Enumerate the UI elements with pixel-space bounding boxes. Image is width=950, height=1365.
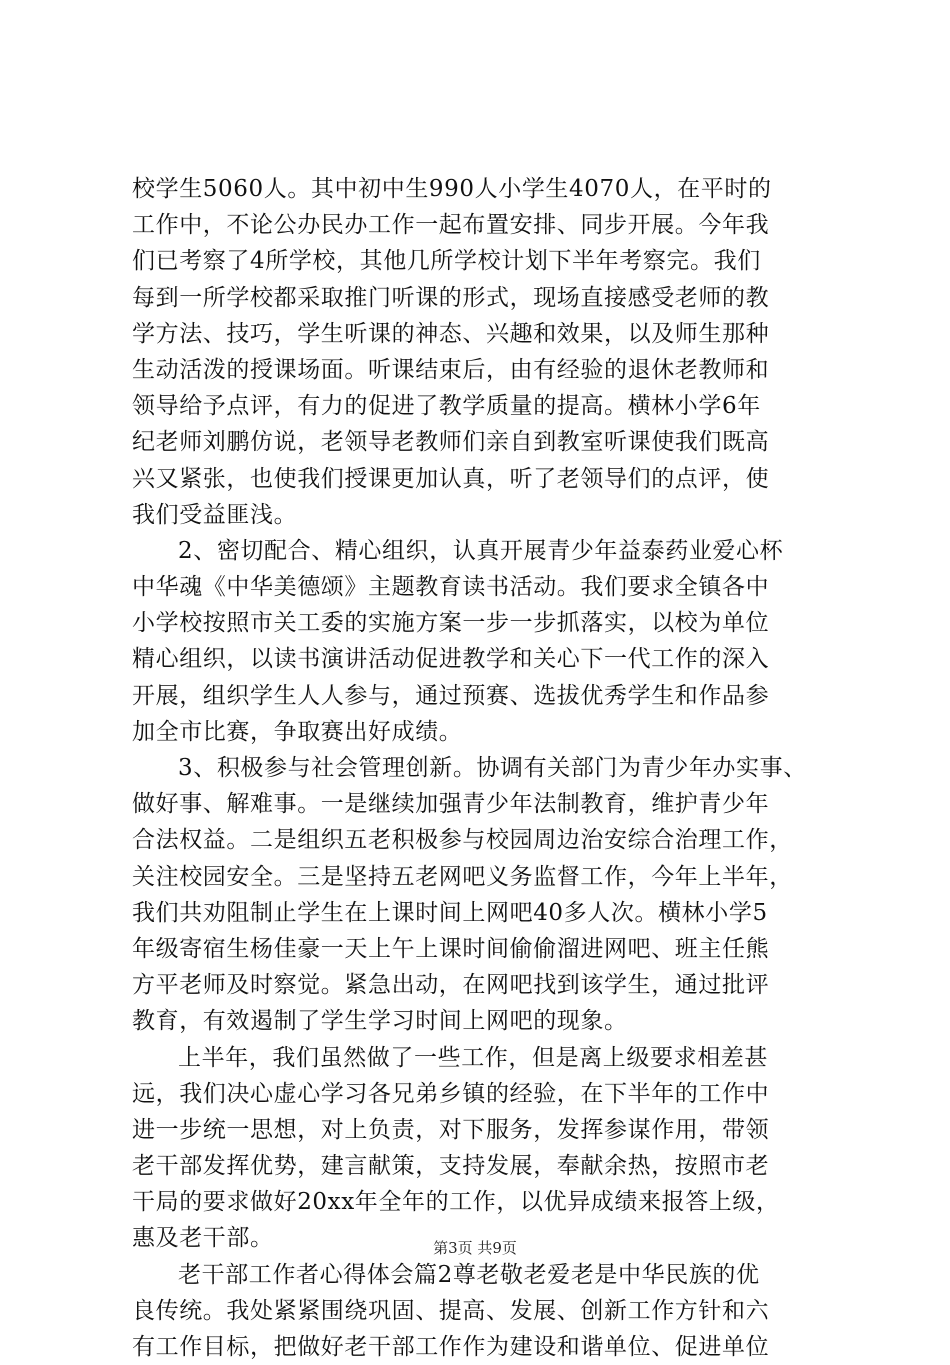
text-line: 加全市比赛，争取赛出好成绩。 — [132, 718, 463, 745]
text-line: 远，我们决心虚心学习各兄弟乡镇的经验，在下半年的工作中 — [132, 1080, 770, 1107]
text-line: 惠及老干部。 — [132, 1225, 274, 1252]
text-line: 开展，组织学生人人参与，通过预赛、选拔优秀学生和作品参 — [132, 682, 770, 709]
text-line: 老干部发挥优势，建言献策，支持发展，奉献余热，按照市老 — [132, 1153, 770, 1180]
text-line: 进一步统一思想，对上负责，对下服务，发挥参谋作用，带领 — [132, 1116, 770, 1143]
text-line: 小学校按照市关工委的实施方案一步一步抓落实，以校为单位 — [132, 610, 770, 637]
text-line: 学方法、技巧，学生听课的神态、兴趣和效果，以及师生那种 — [132, 320, 770, 347]
text-line: 干局的要求做好20xx年全年的工作，以优异成绩来报答上级， — [132, 1189, 780, 1216]
paragraph-start-line: 老干部工作者心得体会篇2尊老敬老爱老是中华民族的优 — [178, 1261, 760, 1288]
page-number-footer: 第3页 共9页 — [433, 1239, 517, 1257]
text-line: 每到一所学校都采取推门听课的形式，现场直接感受老师的教 — [132, 284, 770, 311]
text-line: 关注校园安全。三是坚持五老网吧义务监督工作，今年上半年， — [132, 863, 793, 890]
paragraph-start-line: 2、密切配合、精心组织，认真开展青少年益泰药业爱心杯 — [178, 537, 784, 564]
text-line: 方平老师及时察觉。紧急出动，在网吧找到该学生，通过批评 — [132, 972, 770, 999]
text-line: 年级寄宿生杨佳豪一天上午上课时间偷偷溜进网吧、班主任熊 — [132, 935, 770, 962]
text-line: 有工作目标，把做好老干部工作作为建设和谐单位、促进单位 — [132, 1334, 770, 1360]
text-line: 教育，有效遏制了学生学习时间上网吧的现象。 — [132, 1008, 628, 1035]
text-line: 们已考察了4所学校，其他几所学校计划下半年考察完。我们 — [132, 248, 761, 275]
text-line: 领导给予点评，有力的促进了教学质量的提高。横林小学6年 — [132, 393, 761, 420]
text-line: 校学生5060人。其中初中生990人小学生4070人，在平时的 — [132, 176, 772, 202]
text-line: 纪老师刘鹏仿说，老领导老教师们亲自到教室听课使我们既高 — [132, 429, 770, 456]
text-line: 我们共劝阻制止学生在上课时间上网吧40多人次。横林小学5 — [132, 899, 768, 926]
text-line: 我们受益匪浅。 — [132, 501, 298, 528]
text-line: 生动活泼的授课场面。听课结束后，由有经验的退休老教师和 — [132, 356, 770, 383]
text-line: 中华魂《中华美德颂》主题教育读书活动。我们要求全镇各中 — [132, 574, 770, 601]
text-line: 做好事、解难事。一是继续加强青少年法制教育，维护青少年 — [132, 791, 770, 818]
text-line: 良传统。我处紧紧围绕巩固、提高、发展、创新工作方针和六 — [132, 1297, 770, 1324]
text-line: 兴又紧张，也使我们授课更加认真，听了老领导们的点评，使 — [132, 465, 770, 492]
text-line: 精心组织，以读书演讲活动促进教学和关心下一代工作的深入 — [132, 646, 770, 673]
text-line: 工作中，不论公办民办工作一起布置安排、同步开展。今年我 — [132, 212, 770, 239]
paragraph-start-line: 上半年，我们虽然做了一些工作，但是离上级要求相差甚 — [178, 1044, 768, 1071]
document-body — [132, 171, 832, 1365]
paragraph-start-line: 3、积极参与社会管理创新。协调有关部门为青少年办实事、 — [178, 755, 807, 781]
text-line: 合法权益。二是组织五老积极参与校园周边治安综合治理工作， — [132, 827, 793, 854]
